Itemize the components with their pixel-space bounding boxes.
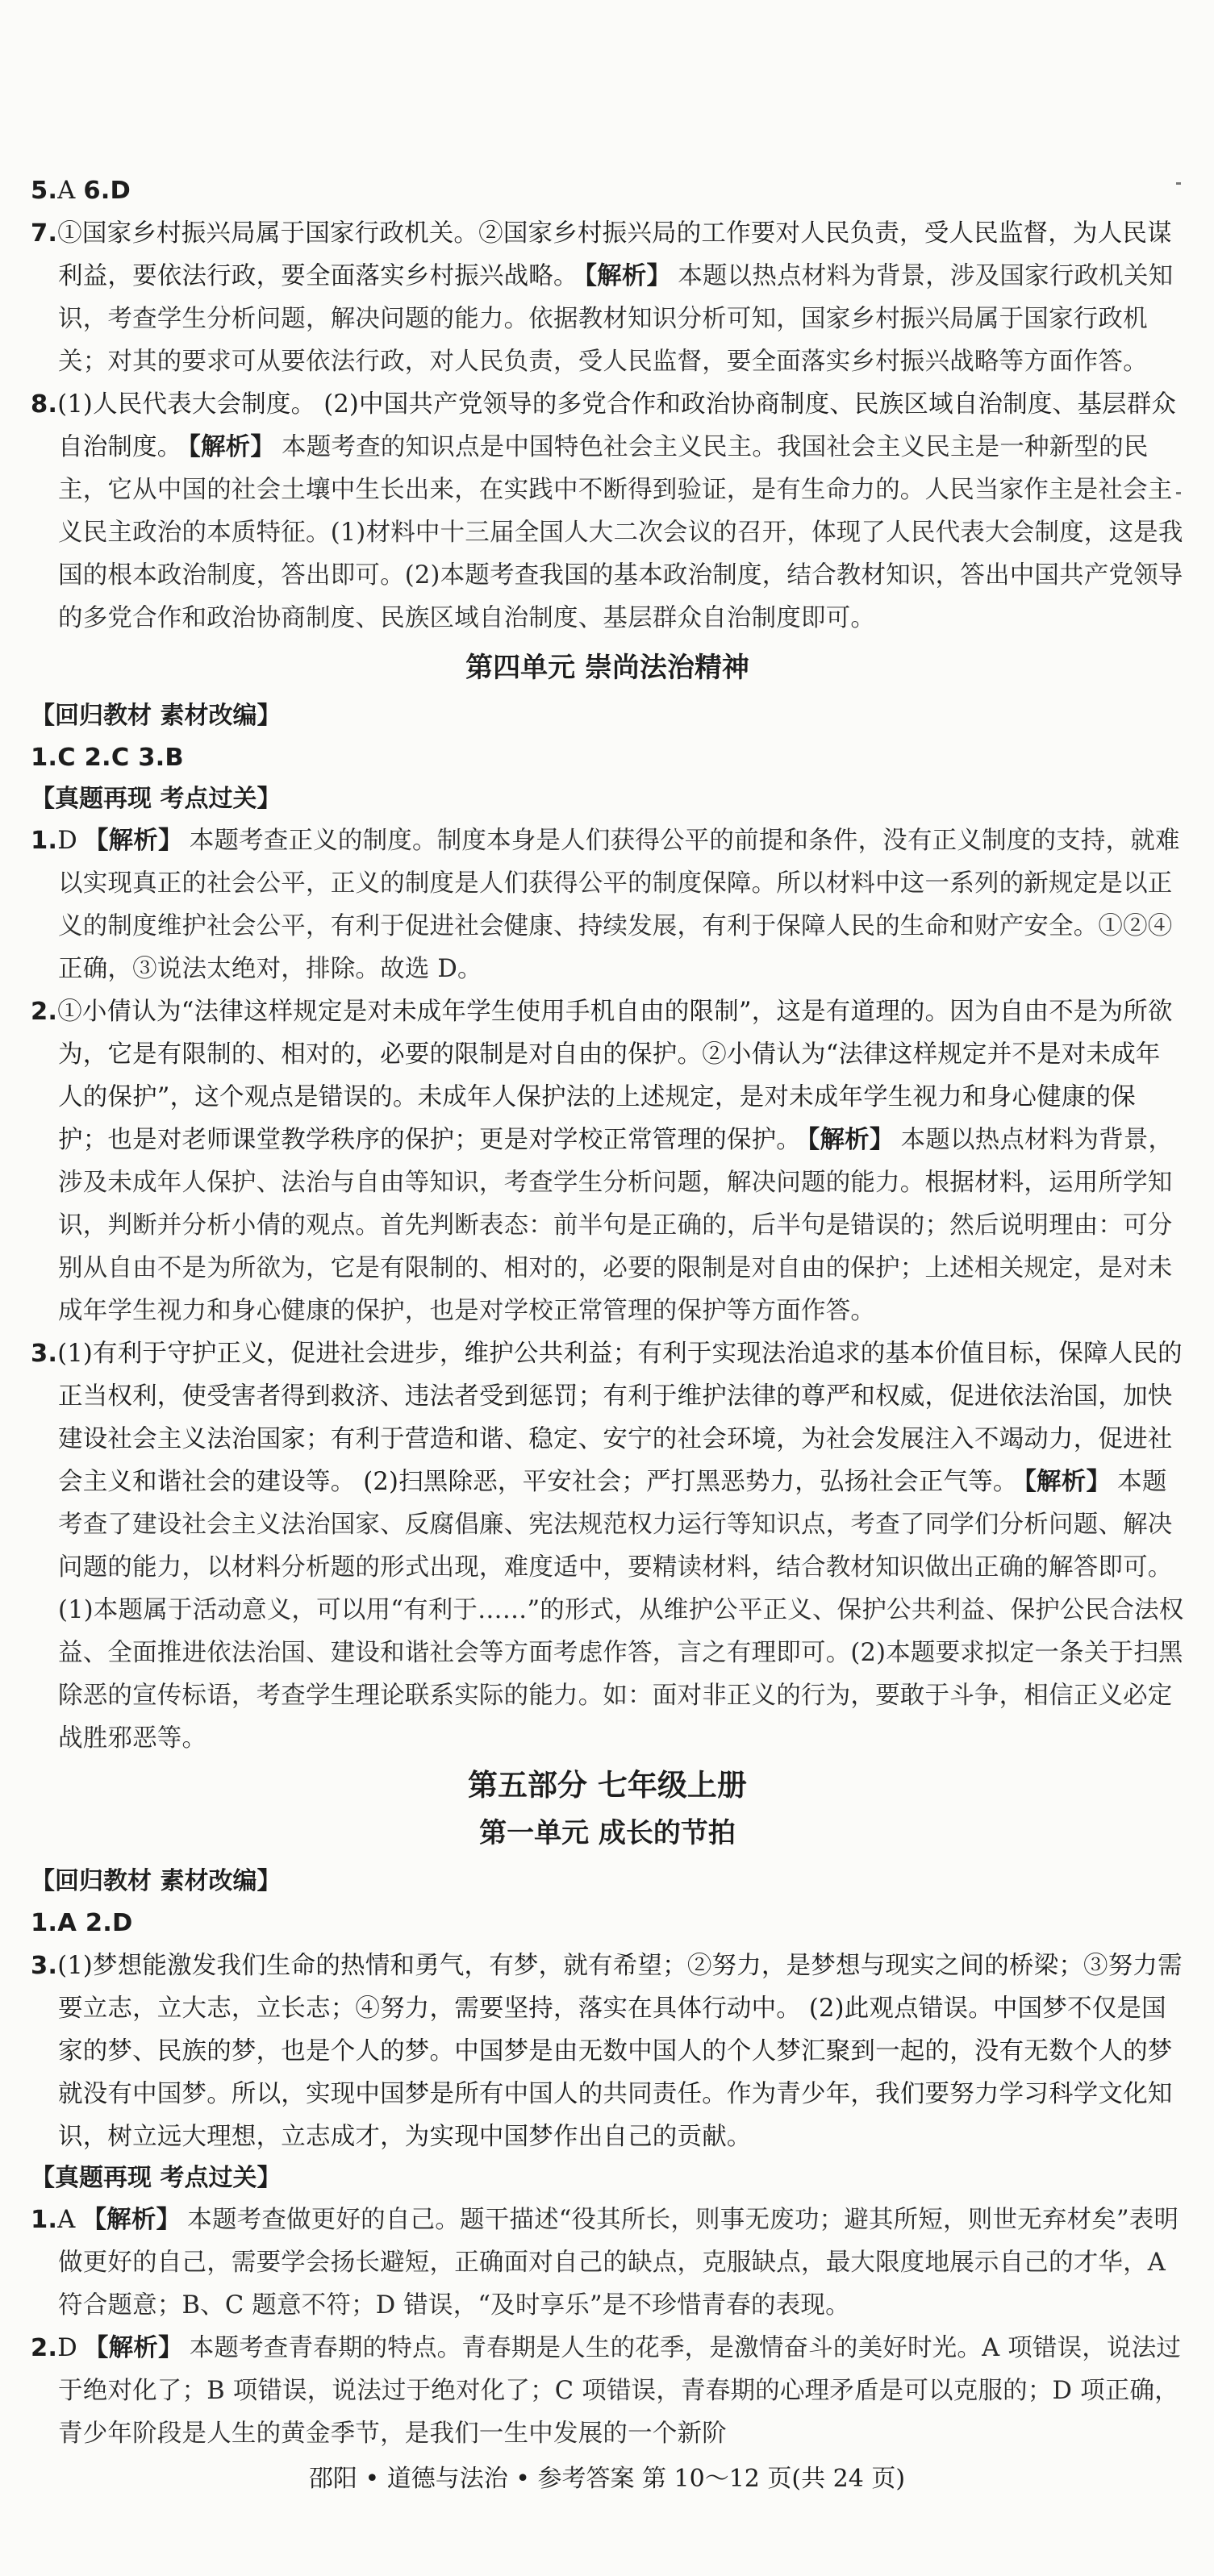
answer-item-5-6 — [31, 169, 1184, 212]
item-number: 2. — [31, 998, 58, 1026]
item-number: 1. — [31, 827, 58, 855]
answer-item-1 — [31, 819, 1184, 990]
analysis-text: 本题考查青春期的特点。青春期是人生的花季，是激情奋斗的美好时光。A 项错误，说法过于绝对化了；B 项错误，说法过于绝对化了；C 项错误，青春期的心理矛盾是可以克服的；D 项正确，青少年阶段是人生的黄金季节，是我们一生中发展的一个新阶 — [58, 2334, 1182, 2448]
analysis-text: 本题考查做更好的自己。题干描述“役其所长，则事无废功；避其所短，则世无弃材矣”表明做更好的自己，需要学会扬长避短，正确面对自己的缺点，克服缺点，最大限度地展示自己的才华，A 符合题意；B、C 题意不符；D 错误，“及时享乐”是不珍惜青春的表现。 — [58, 2206, 1179, 2320]
item-number: 3. — [31, 1952, 58, 1980]
item-answer: (1)梦想能激发我们生命的热情和勇气，有梦，就有希望；②努力，是梦想与现实之间的桥梁；③努力需要立志，立大志，立长志；④努力，需要坚持，落实在具体行动中。 (2)此观点错误。中国梦不仅是国家的梦、民族的梦，也是个人的梦。中国梦是由无数中国人的个人梦汇聚到一起的，没有无数个人的梦就没有中国梦。所以，实现中国梦是所有中国人的共同责任。作为青少年，我们要努力学习科学文化知识，树立远大理想，立志成才，为实现中国梦作出自己的贡献。 — [57, 1952, 1183, 2151]
item-answer: ①小倩认为“法律这样规定是对未成年学生使用手机自由的限制”，这是有道理的。因为自由不是为所欲为，它是有限制的、相对的，必要的限制是对自由的保护。②小倩认为“法律这样规定并不是对未成年人的保护”，这个观点是错误的。未成年人保护法的上述规定，是对未成年学生视力和身心健康的保护；也是对老师课堂教学秩序的保护；更是对学校正常管理的保护。 — [57, 998, 1173, 1154]
item-number: 8. — [31, 390, 58, 419]
item-answer: (1)人民代表大会制度。 (2)中国共产党领导的多党合作和政治协商制度、民族区域自治制度、基层群众自治制度。 — [57, 390, 1177, 461]
answer-item-8 — [31, 383, 1184, 640]
part-title: 第五部分 七年级上册 — [468, 1768, 747, 1803]
item-answer: D — [57, 827, 77, 855]
page-content — [31, 169, 1184, 2455]
item-number: 7. — [31, 219, 58, 248]
item-answer: ①国家乡村振兴局属于国家行政机关。②国家乡村振兴局的工作要对人民负责，受人民监督，为人民谋利益，要依法行政，要全面落实乡村振兴战略。 — [57, 219, 1172, 290]
analysis-tag: 【解析】 — [584, 262, 672, 290]
analysis-text: 本题以热点材料为背景，涉及国家行政机关知识，考查学生分析问题，解决问题的能力。依据教材知识分析可知，国家乡村振兴局属于国家行政机关；对其的要求可从要依法行政，对人民负责，受人民监督，要全面落实乡村振兴战略等方面作答。 — [58, 262, 1174, 376]
analysis-tag: 【解析】 — [83, 2334, 183, 2362]
item-number: 2. — [31, 2334, 58, 2362]
answer-item-2 — [31, 2327, 1184, 2455]
unit-title: 第一单元 成长的节拍 — [479, 1817, 736, 1849]
choice-answers: 1.C 2.C 3.B — [31, 744, 184, 772]
analysis-text: 本题以热点材料为背景，涉及未成年人保护、法治与自由等知识，考查学生分析问题，解决问题的能力。根据材料，运用所学知识，判断并分析小倩的观点。首先判断表态：前半句是正确的，后半句是错误的；然后说明理由：可分别从自由不是为所欲为，它是有限制的、相对的，必要的限制是对自由的保护；上述相关规定，是对未成年学生视力和身心健康的保护，也是对学校正常管理的保护等方面作答。 — [58, 1126, 1174, 1325]
unit-title: 第四单元 崇尚法治精神 — [465, 652, 749, 684]
analysis-tag: 【解析】 — [807, 1126, 895, 1154]
analysis-tag: 【解析】 — [188, 433, 276, 461]
answer-line — [31, 1902, 1184, 1945]
choice-answers: 1.A 2.D — [31, 1909, 133, 1937]
analysis-text: 本题考查了建设社会主义法治国家、反腐倡廉、宪法规范权力运行等知识点，考查了同学们分析问题、解决问题的能力，以材料分析题的形式出现，难度适中，要精读材料，结合教材知识做出正确的解答即可。(1)本题属于活动意义，可以用“有利于……”的形式，从维护公平正义、保护公共利益、保护公民合法权益、全面推进依法治国、建设和谐社会等方面考虑作答，言之有理即可。(2)本题要求拟定一条关于扫黑除恶的宣传标语，考查学生理论联系实际的能力。如：面对非正义的行为，要敢于斗争，相信正义必定战胜邪恶等。 — [58, 1468, 1184, 1753]
item-answer: (1)有利于守护正义，促进社会进步，维护公共利益；有利于实现法治追求的基本价值目标，保障人民的正当权利，使受害者得到救济、违法者受到惩罚；有利于维护法律的尊严和权威，促进依法治国，加快建设社会主义法治国家；有利于营造和谐、稳定、安宁的社会环境，为社会发展注入不竭动力，促进社会主义和谐社会的建设等。 (2)扫黑除恶，平安社会；严打黑恶势力，弘扬社会正气等。 — [57, 1340, 1183, 1496]
answer-line — [31, 736, 1184, 779]
section-heading: 【回归教材 素材改编】 — [31, 702, 282, 730]
item-answer: A — [57, 177, 84, 205]
section-heading: 【真题再现 考点过关】 — [31, 785, 282, 813]
page-footer: 邵阳 • 道德与法治 • 参考答案 第 10～12 页(共 24 页) — [308, 2465, 906, 2493]
answer-item-3 — [31, 1332, 1184, 1760]
item-answer: D — [57, 2334, 77, 2362]
answer-item-3 — [31, 1945, 1184, 2158]
item-answer-extra: 6.D — [83, 177, 131, 205]
item-number: 5. — [31, 177, 58, 205]
analysis-tag: 【解析】 — [81, 2206, 181, 2234]
analysis-tag: 【解析】 — [1024, 1468, 1112, 1496]
analysis-text: 本题考查正义的制度。制度本身是人们获得公平的前提和条件，没有正义制度的支持，就难以实现真正的社会公平，正义的制度是人们获得公平的制度保障。所以材料中这一系列的新规定是以正义的制度维护社会公平，有利于促进社会健康、持续发展，有利于保障人民的生命和财产安全。①②④正确，③说法太绝对，排除。故选 D。 — [58, 827, 1180, 983]
answer-item-7 — [31, 212, 1184, 383]
item-answer: A — [57, 2206, 76, 2234]
analysis-tag: 【解析】 — [83, 827, 183, 855]
answer-item-2 — [31, 990, 1184, 1332]
answer-item-1 — [31, 2199, 1184, 2327]
item-number: 3. — [31, 1340, 58, 1368]
item-number: 1. — [31, 2206, 58, 2234]
section-heading: 【回归教材 素材改编】 — [31, 1867, 282, 1895]
analysis-text: 本题考查的知识点是中国特色社会主义民主。我国社会主义民主是一种新型的民主，它从中国的社会土壤中生长出来，在实践中不断得到验证，是有生命力的。人民当家作主是社会主义民主政治的本质特征。(1)材料中十三届全国人大二次会议的召开，体现了人民代表大会制度，这是我国的根本政治制度，答出即可。(2)本题考查我国的基本政治制度，结合教材知识，答出中国共产党领导的多党合作和政治协商制度、民族区域自治制度、基层群众自治制度即可。 — [58, 433, 1183, 632]
section-heading: 【真题再现 考点过关】 — [31, 2164, 282, 2192]
